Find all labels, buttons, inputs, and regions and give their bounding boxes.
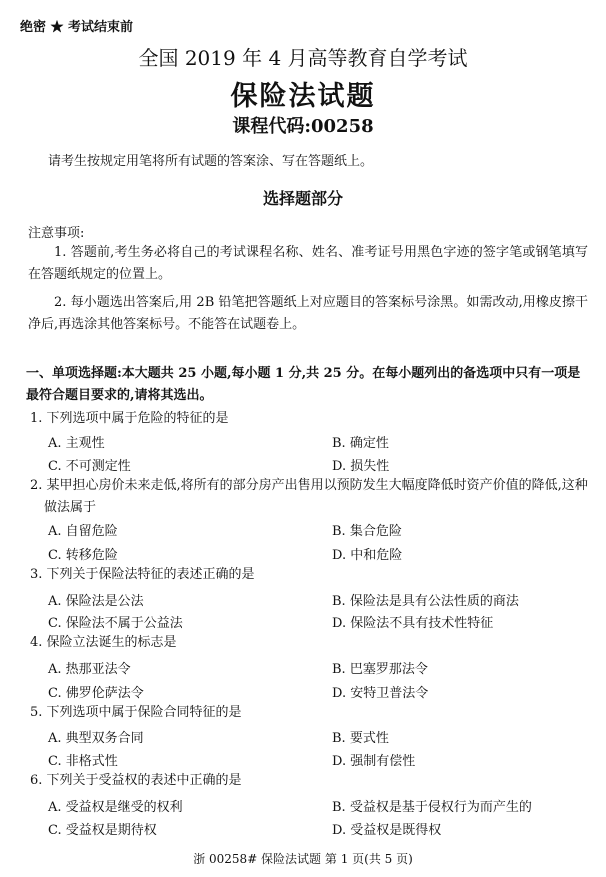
question-option: C. 佛罗伦萨法令 — [48, 686, 144, 701]
question-option: B. 保险法是具有公法性质的商法 — [332, 594, 519, 609]
question-option: D. 受益权是既得权 — [332, 823, 442, 838]
question-option: A. 典型双务合同 — [48, 731, 144, 746]
question-stem: 5. 下列选项中属于保险合同特征的是 — [30, 705, 242, 720]
answer-instruction: 请考生按规定用笔将所有试题的答案涂、写在答题纸上。 — [48, 154, 374, 169]
question-option: C. 保险法不属于公益法 — [48, 616, 183, 631]
section-title: 选择题部分 — [262, 189, 343, 208]
question-option: D. 中和危险 — [332, 548, 403, 563]
question-option: B. 巴塞罗那法令 — [332, 662, 428, 677]
question-option: A. 受益权是继受的权利 — [48, 800, 183, 815]
question-option: D. 安特卫普法令 — [332, 686, 429, 701]
question-option: C. 不可测定性 — [48, 459, 131, 474]
question-stem-text: 2. 某甲担心房价未来走低,将所有的部分房产出售用以预防发生大幅度降低时资产价值的降低,这种做法属于 — [30, 478, 588, 515]
exam-title: 全国 2019 年 4 月高等教育自学考试 — [138, 46, 468, 70]
question-option: A. 自留危险 — [48, 524, 118, 539]
question-option: D. 强制有偿性 — [332, 754, 416, 769]
question-option: B. 确定性 — [332, 436, 389, 451]
question-stem — [30, 475, 592, 519]
question-option: D. 损失性 — [332, 459, 390, 474]
course-code: 课程代码:00258 — [232, 116, 374, 137]
part-heading: 一、单项选择题:本大题共 25 小题,每小题 1 分,共 25 分。在每小题列出的备选项中只有一项是最符合题目要求的,请将其选出。 — [26, 366, 581, 403]
question-option: C. 转移危险 — [48, 548, 118, 563]
question-option: C. 非格式性 — [48, 754, 118, 769]
question-option: C. 受益权是期待权 — [48, 823, 157, 838]
note-item-1: 1. 答题前,考生务必将自己的考试课程名称、姓名、准考证号用黑色字迹的签字笔或钢笔填写在答题纸规定的位置上。 — [28, 245, 588, 282]
question-option: B. 集合危险 — [332, 524, 402, 539]
page-footer: 浙 00258# 保险法试题 第 1 页(共 5 页) — [193, 852, 413, 866]
question-option: D. 保险法不具有技术性特征 — [332, 616, 494, 631]
question-option: A. 主观性 — [48, 436, 105, 451]
confidential-mark: 绝密 ★ 考试结束前 — [20, 20, 134, 35]
notes-heading: 注意事项: — [28, 226, 85, 241]
subject-title: 保险法试题 — [230, 81, 376, 112]
question-option: A. 热那亚法令 — [48, 662, 131, 677]
question-option: B. 受益权是基于侵权行为而产生的 — [332, 800, 532, 815]
question-option: B. 要式性 — [332, 731, 389, 746]
question-stem: 6. 下列关于受益权的表述中正确的是 — [30, 773, 242, 788]
question-option: A. 保险法是公法 — [48, 594, 144, 609]
question-stem: 3. 下列关于保险法特征的表述正确的是 — [30, 567, 255, 582]
question-stem: 4. 保险立法诞生的标志是 — [30, 635, 177, 650]
note-item-2: 2. 每小题选出答案后,用 2B 铅笔把答题纸上对应题目的答案标号涂黑。如需改动,用橡皮擦干净后,再选涂其他答案标号。不能答在试题卷上。 — [28, 295, 588, 332]
question-stem: 1. 下列选项中属于危险的特征的是 — [30, 411, 229, 426]
